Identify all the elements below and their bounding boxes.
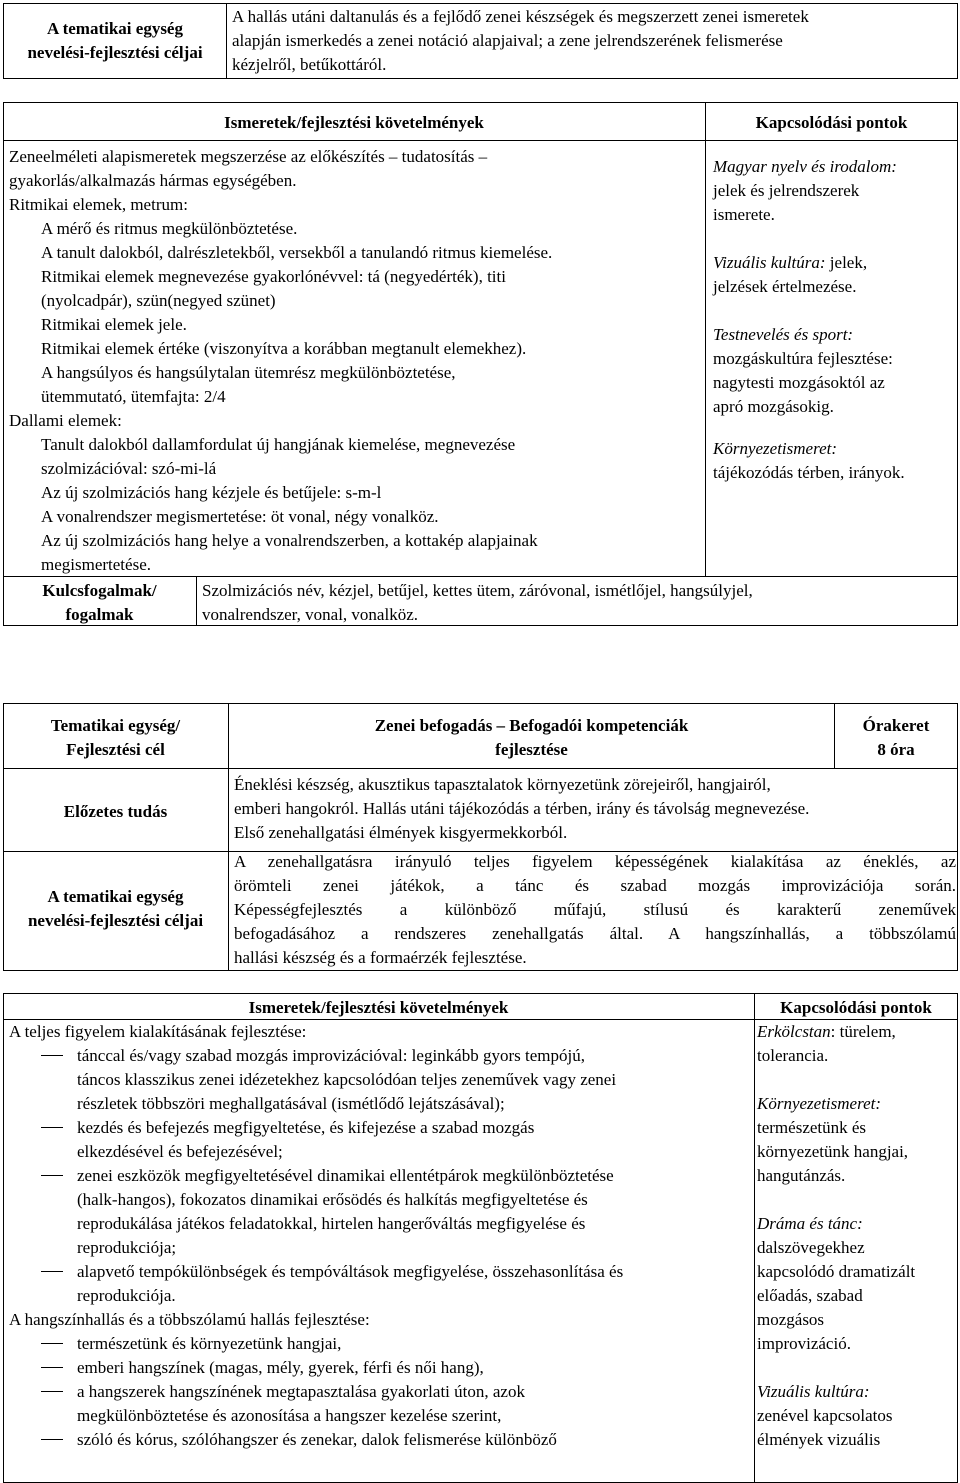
requirements2-header: Ismeretek/fejlesztési követelmények xyxy=(248,998,509,1017)
requirements-header-line xyxy=(3,140,958,141)
text-line: A hangszínhallás és a többszólamú hallás fejlesztése: xyxy=(9,1310,370,1329)
text-line: részletek többszöri meghallgatásával (ismétlődő lejátszásával); xyxy=(77,1094,505,1113)
link-block: Magyar nyelv és irodalom: jelek és jelrendszerek ismerete. xyxy=(713,157,897,224)
list-item: zenei eszközök megfigyeltetésével dinamikai ellentétpárok megkülönböztetése xyxy=(9,1164,753,1188)
keywords-text: Szolmizációs név, kézjel, betűjel, kettes ütem, záróvonal, ismétlőjel, hangsúlyjel, vonalrendszer, vonal, vonalköz. xyxy=(202,581,753,624)
goals-label-top: A tematikai egység nevelési-fejlesztési céljai xyxy=(27,19,203,62)
hours-cell xyxy=(835,714,957,762)
topic-row-line xyxy=(3,768,958,769)
links2-body xyxy=(757,1020,957,1452)
hours-label: Órakeret xyxy=(862,716,930,735)
text-line: táncos klasszikus zenei idézetekhez kapcsolódóan teljes zeneművek vagy zenei xyxy=(77,1070,617,1089)
topic-label: Tematikai egység/ Fejlesztési cél xyxy=(50,716,181,759)
text-line: A hangsúlyos és hangsúlytalan ütemrész megkülönböztetése, xyxy=(41,363,456,382)
text-line: A vonalrendszer megismertetése: öt vonal, négy vonalköz. xyxy=(41,507,439,526)
text-line: reprodukciója; xyxy=(77,1238,177,1257)
list-item: természetünk és környezetünk hangjai, xyxy=(9,1332,753,1356)
text-line: Tanult dalokból dallamfordulat új hangjának kiemelése, megnevezése xyxy=(41,435,516,454)
requirements-body xyxy=(9,145,703,577)
topic-title: Zenei befogadás – Befogadói kompetenciák fejlesztése xyxy=(374,716,689,759)
text-line: Ritmikai elemek értéke (viszonyítva a korábban megtanult elemekhez). xyxy=(41,339,527,358)
goals-text: A zenehallgatásra irányuló teljes figyelem képességének kialakítása az éneklés, az örömteli zenei játékok, a tánc és szabad mozgás improvizációja során. Képességfejlesztés a különböző műfajú, stílusú és karakterű zeneművek befogadásához a rendszeres zenehallgatás által. A hangszínhallás, a többszólamú hallási készség és a formaérzék fejlesztése. xyxy=(234,852,956,967)
link-block: Vizuális kultúra: jelek, jelzések értelmezése. xyxy=(713,253,868,296)
text-line: Ritmikai elemek jele. xyxy=(41,315,187,334)
text-line: Az új szolmizációs hang kézjele és betűjele: s-m-l xyxy=(41,483,382,502)
links-body xyxy=(713,155,957,485)
text-line: megismertetése. xyxy=(41,555,151,574)
list-item: alapvető tempókülönbségek és tempóváltások megfigyelése, összehasonlítása és xyxy=(9,1260,753,1284)
text-line: megkülönböztetése és azonosítása a hangszer kezelése szerint, xyxy=(77,1406,502,1425)
goals-label: A tematikai egység nevelési-fejlesztési céljai xyxy=(27,887,204,930)
link-block: Környezetismeret: természetünk és környezetünk hangjai, hangutánzás. xyxy=(757,1094,909,1185)
text-line: (halk-hangos), fokozatos dinamikai erősödés és halkítás megfigyeltetése és xyxy=(77,1190,588,1209)
goals-table-top-divider xyxy=(226,3,227,79)
text-line: A teljes figyelem kialakításának fejlesztése: xyxy=(9,1022,307,1041)
text-line: reprodukciója. xyxy=(77,1286,176,1305)
list-item: szóló és kórus, szólóhangszer és zenekar, dalok felismerése különböző xyxy=(9,1428,753,1452)
link-block: Erkölcstan: türelem, tolerancia. xyxy=(757,1022,896,1065)
requirements2-body xyxy=(9,1020,753,1452)
keywords-label: Kulcsfogalmak/ fogalmak xyxy=(42,581,157,624)
text-line: Dallami elemek: xyxy=(9,411,122,430)
requirements-links-divider xyxy=(705,102,706,577)
text-line: Az új szolmizációs hang helye a vonalrendszerben, a kottakép alapjainak xyxy=(41,531,538,550)
link-block: Testnevelés és sport: mozgáskultúra fejlesztése: nagytesti mozgásoktól az apró mozgásokig. xyxy=(713,325,893,416)
list-item: a hangszerek hangszínének megtapasztalása gyakorlati úton, azok xyxy=(9,1380,753,1404)
text-line: reprodukálása játékos feladatokkal, hirtelen hangerőváltás megfigyelése és xyxy=(77,1214,586,1233)
links-header: Kapcsolódási pontok xyxy=(755,113,908,132)
link-block: Vizuális kultúra: zenével kapcsolatos élmények vizuális xyxy=(757,1382,893,1449)
text-line: Ritmikai elemek megnevezése gyakorlónévvel: tá (negyedérték), titi xyxy=(41,267,506,286)
keywords-divider xyxy=(196,576,197,626)
list-item: tánccal és/vagy szabad mozgás improvizációval: leginkább gyors tempójú, xyxy=(9,1044,753,1068)
link-block: Környezetismeret: tájékozódás térben, irányok. xyxy=(713,439,905,482)
text-line: A mérő és ritmus megkülönböztetése. xyxy=(41,219,298,238)
hours-value: 8 óra xyxy=(877,740,915,759)
text-line: ütemmutató, ütemfajta: 2/4 xyxy=(41,387,226,406)
list-item: kezdés és befejezés megfigyeltetése, és kifejezése a szabad mozgás xyxy=(9,1116,753,1140)
text-line: Zeneelméleti alapismeretek megszerzése az előkészítés – tudatosítás – xyxy=(9,147,488,166)
links2-header: Kapcsolódási pontok xyxy=(780,998,932,1017)
requirements-header: Ismeretek/fejlesztési követelmények xyxy=(224,113,484,132)
text-line: Ritmikai elemek, metrum: xyxy=(9,195,188,214)
text-line: (nyolcadpár), szün(negyed szünet) xyxy=(41,291,276,310)
text-line: szolmizációval: szó-mi-lá xyxy=(41,459,217,478)
requirements2-links-divider xyxy=(754,993,755,1483)
goals-text-top: A hallás utáni daltanulás és a fejlődő zenei készségek és megszerzett zenei ismeretek alapján ismerkedés a zenei notáció alapjaival; a zene jelrendszerének felismerése kézjelről, betűkottáról. xyxy=(232,7,809,74)
prior-label: Előzetes tudás xyxy=(63,802,168,821)
text-line: elkezdésével és befejezésével; xyxy=(77,1142,283,1161)
text-line: gyakorlás/alkalmazás hármas egységében. xyxy=(9,171,297,190)
prior-text: Éneklési készség, akusztikus tapasztalatok környezetünk zörejeiről, hangjairól, emberi hangokról. Hallás utáni tájékozódás a térben, irány és távolság megnevezése. Első zenehallgatási élmények kisgyermekkorból. xyxy=(234,775,810,842)
text-line: A tanult dalokból, dalrészletekből, versekből a tanulandó ritmus kiemelése. xyxy=(41,243,553,262)
list-item: emberi hangszínek (magas, mély, gyerek, férfi és női hang), xyxy=(9,1356,753,1380)
link-block: Dráma és tánc: dalszövegekhez kapcsolódó dramatizált előadás, szabad mozgásos improvizáció. xyxy=(757,1214,916,1353)
